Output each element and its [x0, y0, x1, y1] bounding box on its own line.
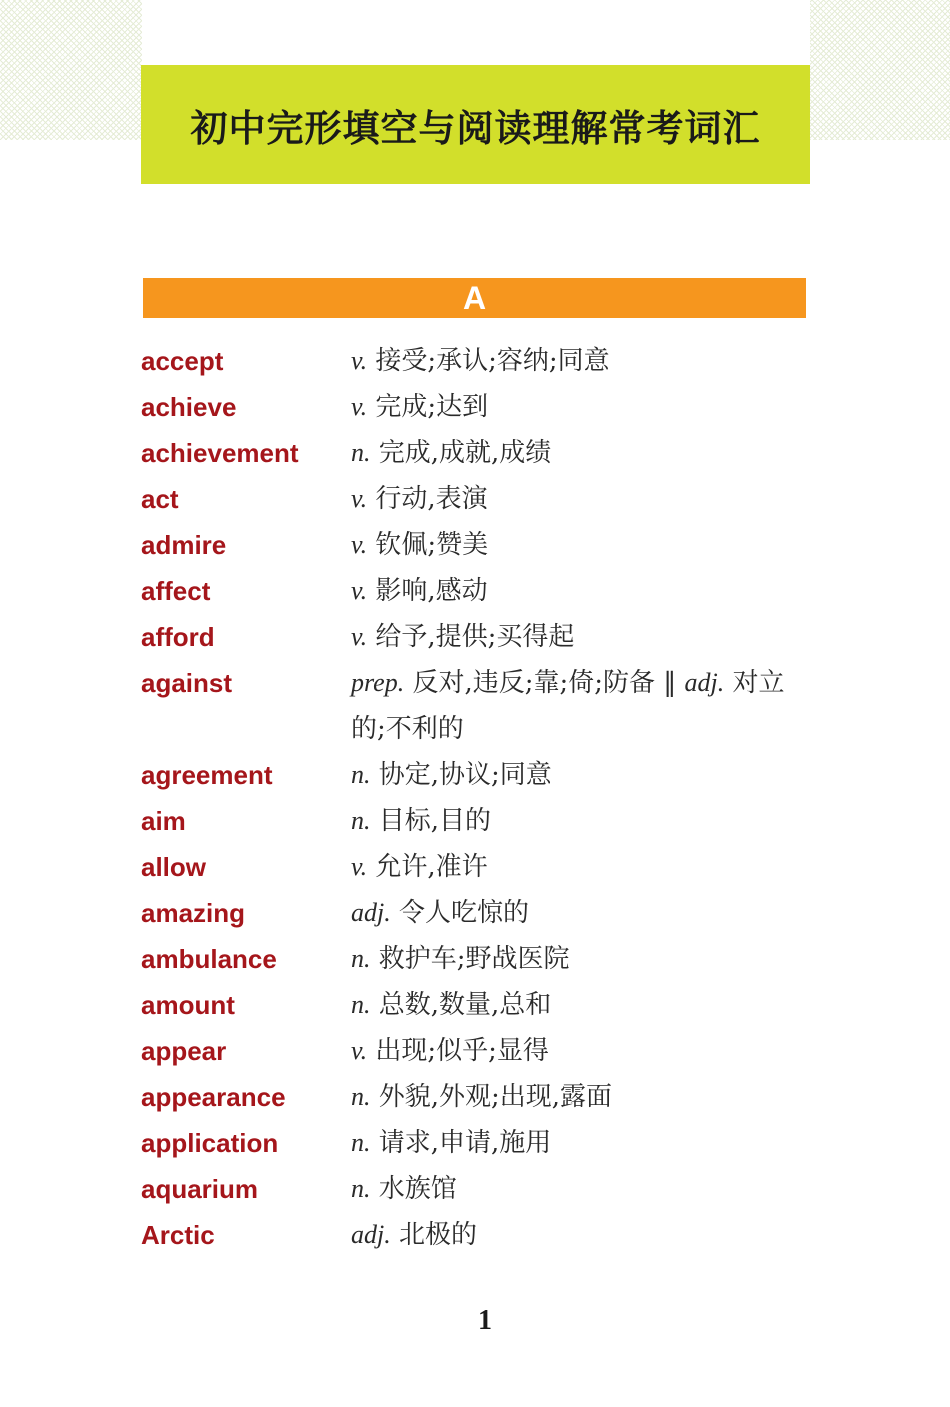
- decorative-pattern-right: [810, 0, 950, 140]
- definition: [351, 338, 811, 384]
- page-title: 初中完形填空与阅读理解常考词汇: [190, 105, 761, 150]
- part-of-speech: n.: [351, 438, 371, 467]
- meaning: 接受;承认;容纳;同意: [375, 346, 610, 376]
- definition: [351, 430, 811, 476]
- meaning: 对立的;不利的: [351, 668, 785, 744]
- part-of-speech: adj.: [684, 668, 725, 697]
- meaning: 钦佩;赞美: [375, 530, 489, 560]
- part-of-speech: n.: [351, 806, 371, 835]
- meaning: 请求,申请,施用: [378, 1128, 552, 1158]
- headword: amazing: [141, 898, 246, 928]
- headword: act: [141, 484, 179, 514]
- meaning: 外貌,外观;出现,露面: [378, 1082, 613, 1112]
- headword: accept: [141, 346, 224, 376]
- vocab-entry: [141, 890, 811, 936]
- part-of-speech: adj.: [351, 1220, 391, 1249]
- vocab-entry: [141, 936, 811, 982]
- headword: aquarium: [141, 1174, 259, 1204]
- vocab-entry: [141, 844, 811, 890]
- vocab-entry: [141, 338, 811, 384]
- vocab-entry: [141, 522, 811, 568]
- definition: [351, 476, 811, 522]
- meaning: 北极的: [399, 1220, 478, 1250]
- part-of-speech: adj.: [351, 898, 391, 927]
- definition: [351, 660, 811, 752]
- part-of-speech: v.: [351, 622, 368, 651]
- definition: [351, 798, 811, 844]
- definition: [351, 1166, 811, 1212]
- vocab-entry: [141, 476, 811, 522]
- vocab-entry: [141, 614, 811, 660]
- vocab-entry: [141, 1074, 811, 1120]
- part-of-speech: v.: [351, 852, 368, 881]
- meaning: 救护车;野战医院: [378, 944, 570, 974]
- part-of-speech: v.: [351, 484, 368, 513]
- headword: amount: [141, 990, 235, 1020]
- definition: [351, 522, 811, 568]
- definition: [351, 384, 811, 430]
- definition: [351, 936, 811, 982]
- part-of-speech: n.: [351, 1128, 371, 1157]
- vocab-entry: [141, 1166, 811, 1212]
- part-of-speech: n.: [351, 760, 371, 789]
- definition: [351, 890, 811, 936]
- meaning: 总数,数量,总和: [378, 990, 552, 1020]
- meaning: 允许,准许: [375, 852, 488, 882]
- headword: appearance: [141, 1082, 286, 1112]
- headword: appear: [141, 1036, 227, 1066]
- page-number: 1: [478, 1305, 492, 1336]
- part-of-speech: n.: [351, 944, 371, 973]
- meaning: 完成,成就,成绩: [378, 438, 552, 468]
- part-of-speech: v.: [351, 346, 368, 375]
- meaning: 令人吃惊的: [399, 898, 530, 928]
- headword: aim: [141, 806, 186, 836]
- meaning: 反对,违反;靠;倚;防备 ‖: [412, 668, 677, 698]
- vocabulary-list: [141, 338, 811, 1258]
- headword: admire: [141, 530, 227, 560]
- part-of-speech: n.: [351, 990, 371, 1019]
- meaning: 行动,表演: [375, 484, 488, 514]
- part-of-speech: v.: [351, 392, 368, 421]
- headword: achievement: [141, 438, 299, 468]
- headword: Arctic: [141, 1220, 215, 1250]
- part-of-speech: n.: [351, 1174, 371, 1203]
- definition: [351, 1212, 811, 1258]
- meaning: 目标,目的: [378, 806, 492, 836]
- definition: [351, 1028, 811, 1074]
- meaning: 协定,协议;同意: [378, 760, 552, 790]
- definition: [351, 982, 811, 1028]
- headword: application: [141, 1128, 279, 1158]
- headword: allow: [141, 852, 207, 882]
- decorative-pattern-left: [0, 0, 142, 140]
- vocab-entry: [141, 1028, 811, 1074]
- meaning: 完成;达到: [375, 392, 489, 422]
- vocab-entry: [141, 752, 811, 798]
- section-header: [143, 278, 806, 318]
- definition: [351, 752, 811, 798]
- part-of-speech: v.: [351, 530, 368, 559]
- meaning: 出现;似乎;显得: [375, 1036, 549, 1066]
- headword: ambulance: [141, 944, 277, 974]
- vocab-entry: [141, 1120, 811, 1166]
- definition: [351, 1120, 811, 1166]
- meaning: 给予,提供;买得起: [375, 622, 575, 652]
- vocab-entry: [141, 430, 811, 476]
- meaning: 水族馆: [378, 1174, 457, 1204]
- definition: [351, 614, 811, 660]
- vocab-entry: [141, 568, 811, 614]
- vocab-entry: [141, 660, 811, 752]
- vocab-entry: [141, 1212, 811, 1258]
- headword: agreement: [141, 760, 273, 790]
- definition: [351, 1074, 811, 1120]
- meaning: 影响,感动: [375, 576, 488, 606]
- vocab-entry: [141, 798, 811, 844]
- headword: achieve: [141, 392, 237, 422]
- headword: against: [141, 668, 233, 698]
- definition: [351, 844, 811, 890]
- section-letter: A: [462, 279, 487, 316]
- definition: [351, 568, 811, 614]
- part-of-speech: n.: [351, 1082, 371, 1111]
- title-banner: [141, 65, 810, 184]
- headword: affect: [141, 576, 211, 606]
- part-of-speech: prep.: [351, 668, 405, 697]
- vocab-entry: [141, 982, 811, 1028]
- headword: afford: [141, 622, 215, 652]
- part-of-speech: v.: [351, 1036, 368, 1065]
- part-of-speech: v.: [351, 576, 368, 605]
- vocab-entry: [141, 384, 811, 430]
